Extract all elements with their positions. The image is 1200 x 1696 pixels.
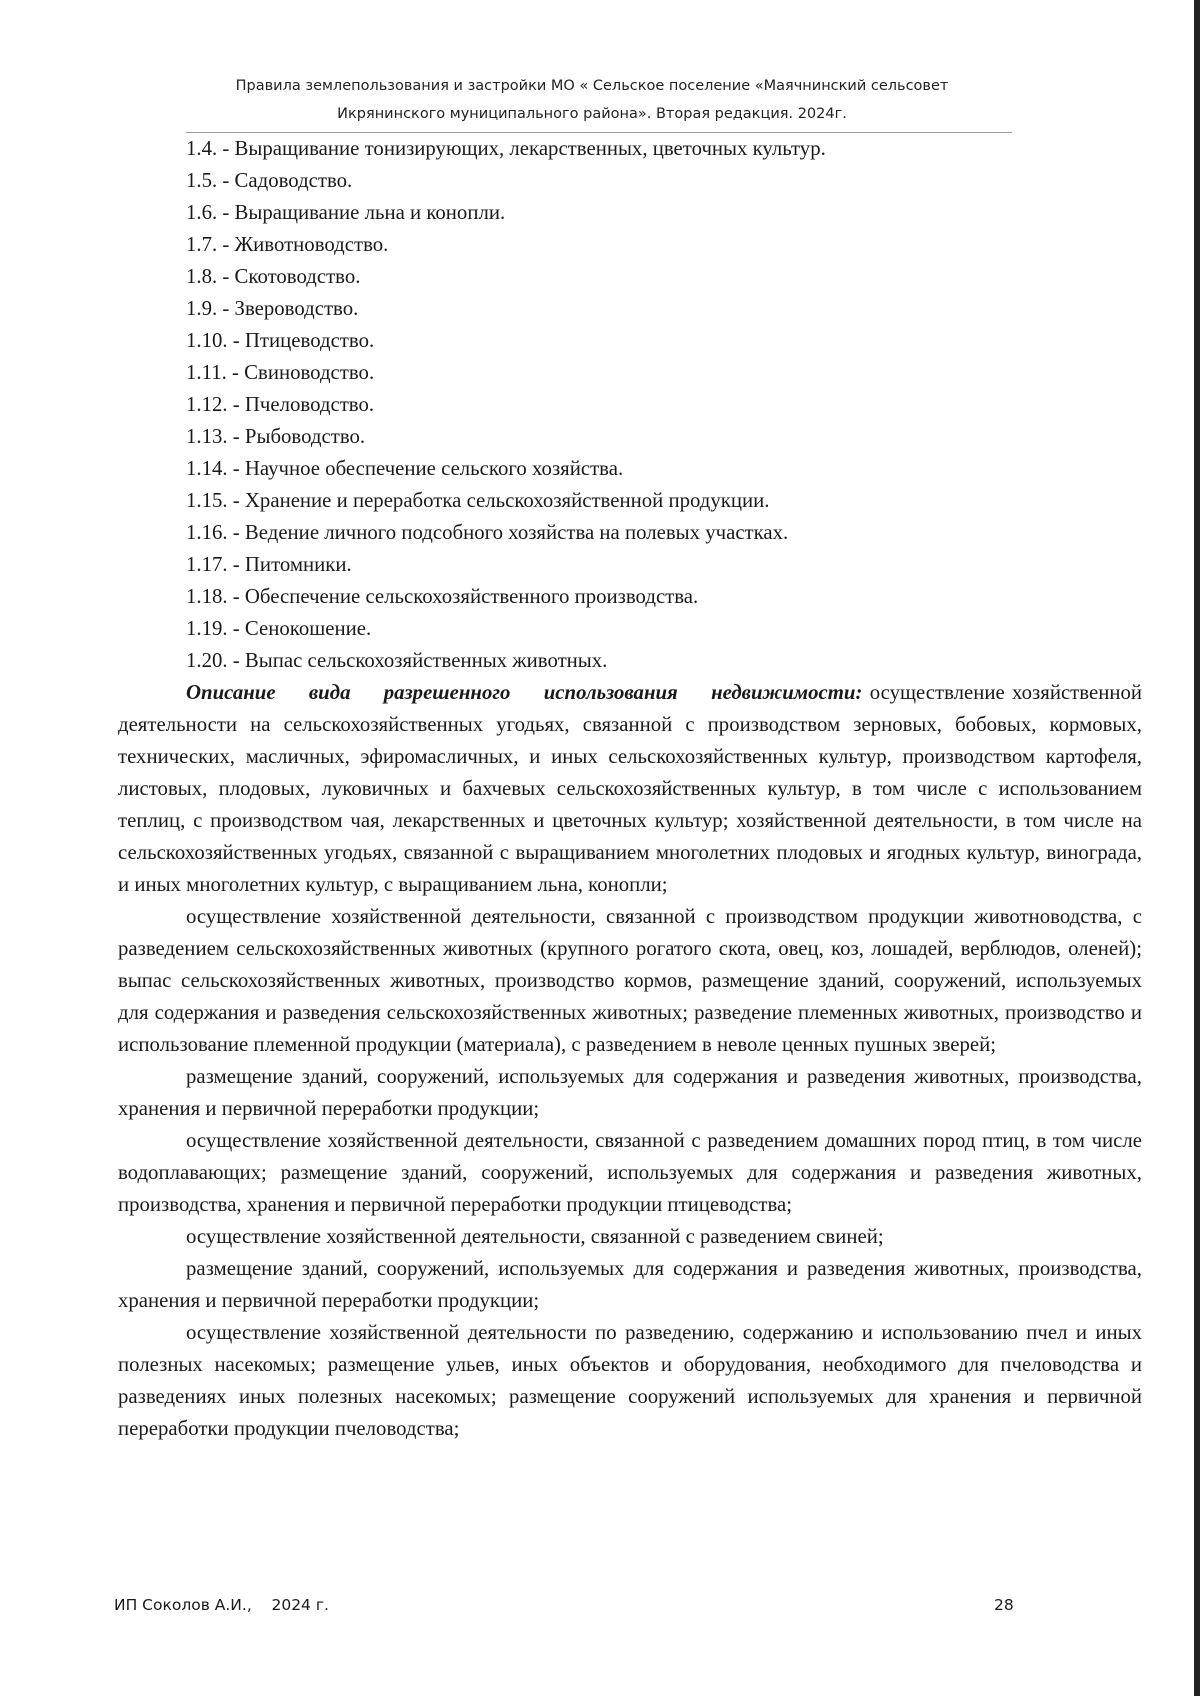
list-item: 1.12. - Пчеловодство.	[186, 393, 375, 416]
body-paragraph: осуществление хозяйственной деятельности, связанной с производством продукции животноводства, с разведением сельскохозяйственных животных (крупного рогатого скота, овец, коз, лошадей, верблюдов, оленей); выпас сельскохозяйственных животных, производство кормов, размещение зданий, сооружений, используемых для содержания и разведения сельскохозяйственных животных; разведение племенных животных, производство и использование племенной продукции (материала), с разведением в неволе ценных пушных зверей;	[118, 905, 1142, 1056]
list-item: 1.20. - Выпас сельскохозяйственных животных.	[186, 649, 608, 672]
list-item: 1.7. - Животноводство.	[186, 233, 389, 256]
permitted-use-list	[118, 133, 1142, 677]
list-item: 1.11. - Свиноводство.	[186, 361, 375, 384]
list-item: 1.8. - Скотоводство.	[186, 265, 361, 288]
page-number: 28	[994, 1596, 1014, 1614]
list-item: 1.14. - Научное обеспечение сельского хозяйства.	[186, 457, 624, 480]
body-paragraph: осуществление хозяйственной деятельности, связанной с разведением свиней;	[186, 1225, 884, 1248]
list-item: 1.9. - Звероводство.	[186, 297, 359, 320]
running-header	[150, 72, 1034, 128]
list-item: 1.16. - Ведение личного подсобного хозяйства на полевых участках.	[186, 521, 789, 544]
header-line-2: Икрянинского муниципального района». Вторая редакция. 2024г.	[337, 106, 847, 122]
page-edge	[1194, 0, 1200, 1696]
list-item: 1.13. - Рыбоводство.	[186, 425, 366, 448]
list-item: 1.19. - Сенокошение.	[186, 617, 372, 640]
header-line-1: Правила землепользования и застройки МО « Сельское поселение «Маячнинский сельсовет	[235, 78, 949, 94]
body-paragraph: размещение зданий, сооружений, используемых для содержания и разведения животных, производства, хранения и первичной переработки продукции;	[118, 1065, 1142, 1120]
description-paragraph	[118, 677, 1142, 901]
body-paragraph: размещение зданий, сооружений, используемых для содержания и разведения животных, производства, хранения и первичной переработки продукции;	[118, 1257, 1142, 1312]
body-paragraph: осуществление хозяйственной деятельности, связанной с разведением домашних пород птиц, в том числе водоплавающих; размещение зданий, сооружений, используемых для содержания и разведения животных, производства, хранения и первичной переработки продукции птицеводства;	[118, 1129, 1142, 1216]
document-body	[118, 133, 1142, 1445]
list-item: 1.5. - Садоводство.	[186, 169, 353, 192]
footer-author: ИП Соколов А.И., 2024 г.	[114, 1596, 329, 1614]
list-item: 1.18. - Обеспечение сельскохозяйственного производства.	[186, 585, 699, 608]
list-item: 1.15. - Хранение и переработка сельскохозяйственной продукции.	[186, 489, 770, 512]
list-item: 1.6. - Выращивание льна и конопли.	[186, 201, 506, 224]
list-item: 1.4. - Выращивание тонизирующих, лекарственных, цветочных культур.	[186, 137, 826, 160]
description-lead: Описание вида разрешенного использования недвижимости:	[186, 681, 863, 704]
list-item: 1.17. - Питомники.	[186, 553, 352, 576]
description-text: осуществление хозяйственной деятельности на сельскохозяйственных угодьях, связанной с производством зерновых, бобовых, кормовых, технических, масличных, эфиромасличных, и иных сельскохозяйственных культур, производством картофеля, листовых, плодовых, луковичных и бахчевых сельскохозяйственных культур, в том числе с использованием теплиц, с производством чая, лекарственных и цветочных культур; хозяйственной деятельности, в том числе на сельскохозяйственных угодьях, связанной с выращиванием многолетних плодовых и ягодных культур, винограда, и иных многолетних культур, с выращиванием льна, конопли;	[118, 681, 1142, 896]
list-item: 1.10. - Птицеводство.	[186, 329, 375, 352]
body-paragraph: осуществление хозяйственной деятельности по разведению, содержанию и использованию пчел и иных полезных насекомых; размещение ульев, иных объектов и оборудования, необходимого для пчеловодства и разведениях иных полезных насекомых; размещение сооружений используемых для хранения и первичной переработки продукции пчеловодства;	[118, 1321, 1142, 1440]
